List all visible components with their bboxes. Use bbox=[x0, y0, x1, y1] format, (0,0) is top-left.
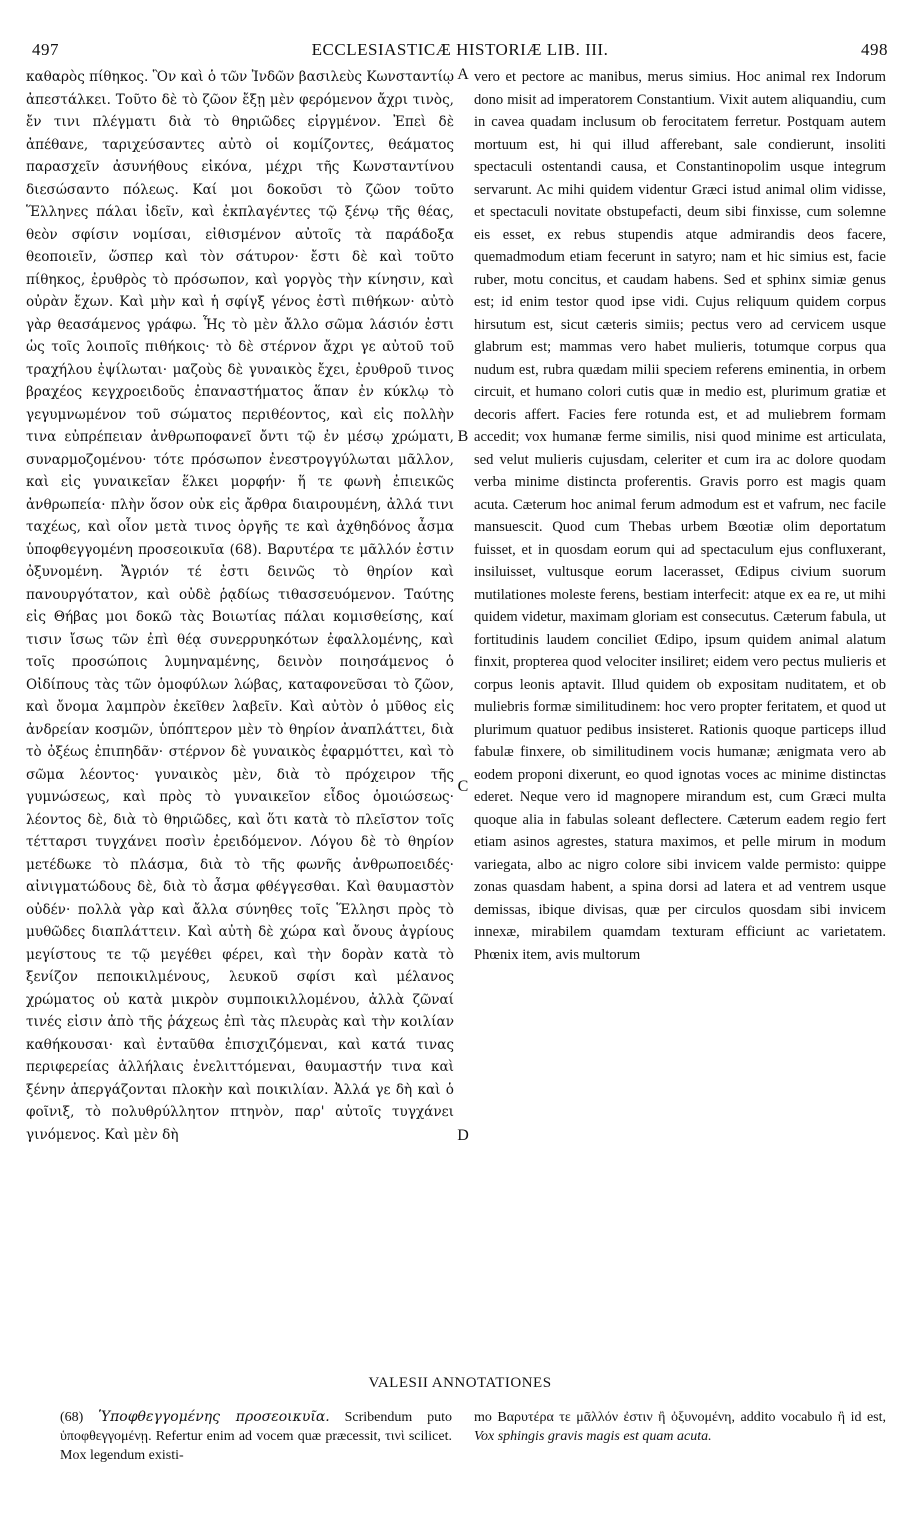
note-text-left: Scribendum puto ὑποφθεγγομένῃ. Refertur enim ad vocem quæ præcessit, τινὶ scilicet. Mox legendum existi- bbox=[60, 1410, 452, 1463]
latin-text: vero et pectore ac manibus, merus simius. Hoc animal rex Indorum dono misit ad imperatorem Constantium. Vixit autem aliquandiu, cum in cavea quadam inclusum ob ferocitatem ferretur. Postquam autem mortuum est, hi qui illud afferebant, sale condierunt, insoliti spectaculi ostentandi causa, et Constantinopolim usque integrum servarunt. Ac mihi quidem videntur Græci istud animal olim vidisse, et spectaculi novitate obstupefacti, deum sibi finxisse, cum solemne eis esset, ex rebus stupendis atque admirandis deos facere, quemadmodum etiam fecerunt in satyro; nam et hic simius est, facie ruber, motu concitus, et caudam habens. Sed et sphinx simiæ genus est; id enim testor quod ipse vidi. Cujus reliquum quidem corpus hirsutum est, sicut cæteris simiis; pectus vero ad cervicem usque glabrum est; mammas vero habet mulieris, totumque corpus qua nudum est, rubra quædam milii speciem referens eminentia, in orbem circuit, et humano colori cutis quæ in medio est, plurimum gratiæ et decoris affert. Facies fere rotunda est, et ad muliebrem formam accedit; vox humanæ ferme similis, nisi quod minime est articulata, sed velut mulieris cujusdam, celeriter et cum ira ac dolore quodam verba minime distincta proferentis. Gravis porro est magis quam acuta. Cæterum hoc animal ferum admodum est et vafrum, nec facile mansuescit. Quod cum Thebas urbem Bœotiæ olim deportatum fuisset, et in quosdam eorum qui ad spectaculum ejus confluxerant, insiluisset, vultusque eorum lacerasset, Œdipus civium suorum mutilationes moleste ferens, bestiam interfecit: atque ex ea re, ut mihi quidem videtur, maximam gloriam est consecutus. Cæterum fabula, ut fortitudinis laudem conciliet Œdipo, ipsum quidem animal alatum finxit, propterea quod velociter insiliret; eidem vero pectus mulieris et corpus leonis aptavit. Illud quidem ob expositam nuditatem, et ob muliebris formæ similitudinem: hoc vero propter feritatem, et quod ut plurimum quatuor pedibus insisteret. Rationis quoque particeps illud fabulæ finxere, ob similitudinem vocis humanæ; ænigmata vero ab eodem proponi dixerunt, eo quod ignotas voces ac minime distinctas ederet. Neque vero id magnopere mirandum est, cum Græci multa quoque alia in fabulas soleant deflectere. Cæterum eadem regio fert etiam asinos agrestes, statura maximos, et pelle mirum in modum variegata, albo ac nigro colore sibi invicem valde permisto: quippe zonas quasdam habent, a spina dorsi ad latera et ad ventrem usque demissas, ibique divisas, quæ per circulos quosdam sibi invicem innexæ, mirabilem quamdam texturam efficiunt ac varietatem. Phœnix item, avis multorum bbox=[474, 69, 886, 963]
margin-marker-c: C bbox=[457, 778, 469, 795]
margin-marker-d: D bbox=[457, 1127, 469, 1144]
note-right bbox=[474, 1408, 886, 1446]
note-lemma: Ὑποφθεγγομένης προσεοικυῖα. bbox=[98, 1409, 330, 1425]
running-title: ECCLESIASTICÆ HISTORIÆ LIB. III. bbox=[311, 40, 609, 59]
note-italic: Vox sphingis gravis magis est quam acuta. bbox=[474, 1429, 712, 1444]
notes-heading: VALESII ANNOTATIONES bbox=[368, 1375, 552, 1391]
margin-marker-b: B bbox=[457, 428, 469, 445]
note-text-right: mo Βαρυτέρα τε μᾶλλόν ἐστιν ἢ ὀξυνομένη, addito vocabulo ἢ id est, bbox=[474, 1410, 886, 1425]
page-number-right: 498 bbox=[861, 40, 888, 59]
note-number: (68) bbox=[60, 1410, 84, 1425]
margin-marker-a: A bbox=[457, 66, 469, 83]
greek-column bbox=[26, 66, 454, 1370]
latin-column bbox=[474, 66, 886, 1370]
page-number-left: 497 bbox=[32, 40, 59, 59]
running-head bbox=[14, 40, 906, 64]
note-left bbox=[60, 1408, 452, 1465]
greek-text: καθαρὸς πίθηκος. Ὃν καὶ ὁ τῶν Ἰνδῶν βασιλεὺς Κωνσταντίῳ ἀπεστάλκει. Τοῦτο δὲ τὸ ζῶον ἔξῃ μὲν φερόμενον ἄχρι τινὸς, ἔν τινι πλέγματι διὰ τὸ θηριῶδες εἱργμένον. Ἐπεὶ δὲ ἀπέθανε, ταριχεύσαντες αὐτὸ οἱ κομίζοντες, θεάματος παρασχεῖν ἀσυνήθους εἰκόνα, μέχρι τῆς Κωνσταντίνου διεσώσαντο πόλεως. Καί μοι δοκοῦσι τὸ ζῶον τοῦτο Ἕλληνες πάλαι ἰδεῖν, καὶ ἐκπλαγέντες τῷ ξένῳ τῆς θέας, θεὸν σφίσιν νομίσαι, εἰθισμένον αὐτοῖς τὰ παράδοξα θεοποιεῖν, ὥσπερ καὶ τὸν σάτυρον· ἔστι δὲ καὶ τοῦτο πίθηκος, ἐρυθρὸς τὸ πρόσωπον, καὶ γοργὸς τὴν κίνησιν, καὶ οὐρὰν ἔχων. Καὶ μὴν καὶ ἡ σφίγξ γένος ἐστὶ πιθήκων· αὐτὸ γὰρ θεασάμενος γράφω. Ἧς τὸ μὲν ἄλλο σῶμα λάσιόν ἐστι ὡς τοῖς λοιποῖς πιθήκοις· τὸ δὲ στέρνον ἄχρι γε αὐτοῦ τοῦ τραχήλου ἐψίλωται· μαζοὺς δὲ γυναικὸς ἔχει, ἐρυθροῦ τινος βραχέος κεγχροειδοῦς ἐπαναστήματος ἅπαν ἐν κύκλῳ τὸ γεγυμνωμένον τοῦ σώματος περιθέοντος, καὶ εἰς πολλὴν τινα εὐπρέπειαν ἀνθρωποφανεῖ ὄντι τῷ ἐν μέσῳ χρώματι, συναρμοζομένου· τότε πρόσωπον ἐνεστρογγύλωται μᾶλλον, καὶ εἰς γυναικεῖαν ἕλκει μορφήν· ἥ τε φωνὴ ἐπιεικῶς ἀνθρωπεία· πλὴν ὅσον οὐκ εἰς ἄρθρα διαιρουμένη, ἀλλά τινι ταχέως, καὶ οἷον μετὰ τινος ὀργῆς τε καὶ ἀχθηδόνος ἆσμα ὑποφθεγγομένη προσεοικυῖα (68). Βαρυτέρα τε μᾶλλόν ἐστιν ὀξυνομένη. Ἄγριόν τέ ἐστι δεινῶς τὸ θηρίον καὶ πανουργότατον, καὶ οὐδὲ ῥᾳδίως τιθασσευόμενον. Ταύτης εἰς Θήβας μοι δοκῶ τὰς Βοιωτίας πάλαι κομισθείσης, καί τισιν ἴσως τῶν ἐπὶ θέᾳ συνερρυηκότων ἐφαλλομένης, καὶ τοῖς προσώποις λυμηναμένης, δεινὸν ποιησάμενος ὁ Οἰδίπους τὰς τῶν ὁμοφύλων λώβας, καταφονεῦσαι τὸ ζῶον, καὶ ὄνομα λαμπρὸν ἐκεῖθεν λαβεῖν. Καὶ αὐτὸν ὁ μῦθος εἰς ἀνδρείαν κοσμῶν, ὑπόπτερον μὲν τὸ θηρίον ἀναπλάττει, διὰ τὸ ὀξέως ἐπιπηδᾶν· στέρνον δὲ γυναικὸς ἐφαρμόττει, καὶ τὸ σῶμα λέοντος· γυναικὸς μὲν, διὰ τὸ πρόχειρον τῆς γυμνώσεως, καὶ πρὸς τὸ γυναικεῖον εἶδος ὁμοιώσεως· λέοντος δὲ, διὰ τὸ θηριῶδες, καὶ ὅτι κατὰ τὸ πλεῖστον τοῖς τέτταρσι τυγχάνει ποσὶν ἐρειδόμενον. Λόγου δὲ τὸ θηρίον μετέδωκε τὸ πλάσμα, διὰ τὸ τῆς φωνῆς ἀνθρωποειδές· αἰνιγματώδους δὲ, διὰ τὸ ἆσμα φθέγγεσθαι. Καὶ θαυμαστὸν οὐδέν· πολλὰ γὰρ καὶ ἄλλα σύνηθες τοῖς Ἕλλησι πρὸς τὸ μυθῶδες διαπλάττειν. Καὶ αὐτὴ δὲ χώρα καὶ ὄνους ἀγρίους μεγίστους τε τῷ μεγέθει φέρει, καὶ τὴν δορὰν κατὰ τὸ ξενίζον πεποικιλμένους, λευκοῦ σφίσι καὶ μέλανος χρώματος οὐ κατὰ μικρὸν συμποικιλλομένου, ἀλλὰ ζῶναί τινές εἰσιν ἀπὸ τῆς ῥάχεως ἐπὶ τὰς πλευρὰς καὶ τὴν κοιλίαν καθήκουσαι· καὶ ἐνταῦθα ἐπισχιζόμεναι, καὶ κατά τινας περιφερείας ἀλλήλαις ἐνελιττόμεναι, θαυμαστήν τινα καὶ ξένην ἀπεργάζονται πλοκὴν καὶ ποικιλίαν. Ἀλλά γε δὴ καὶ ὁ φοῖνιξ, τὸ πολυθρύλλητον πτηνὸν, παρ' αὐτοῖς τυγχάνει γινόμενος. Καὶ μὲν δὴ bbox=[26, 69, 454, 1143]
